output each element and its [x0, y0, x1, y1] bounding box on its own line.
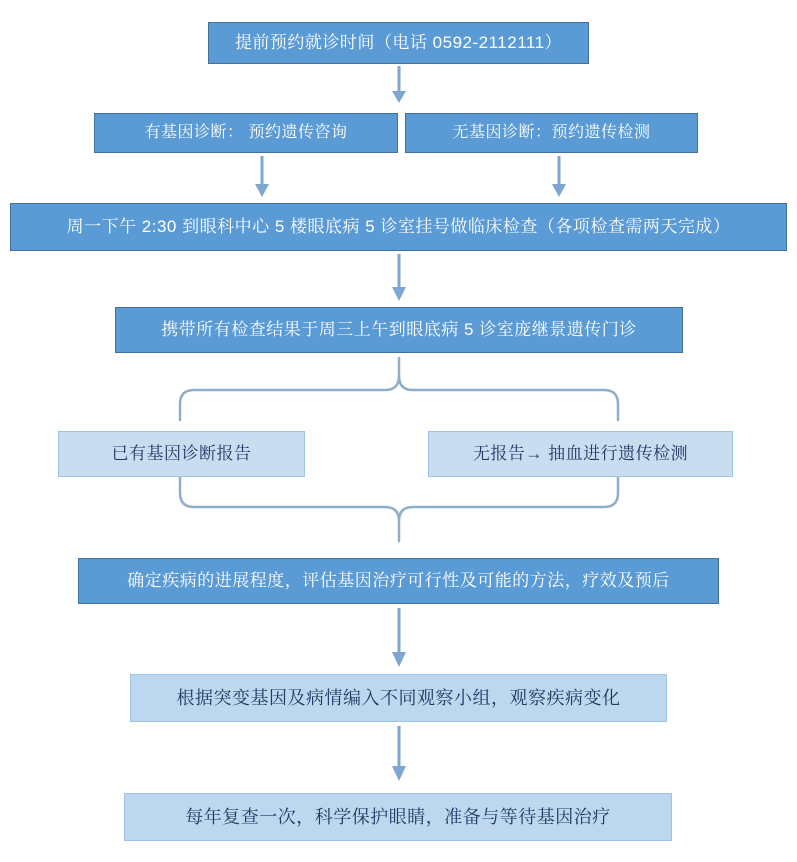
node-appointment-label: 提前预约就诊时间（电话 0592-2112111）	[234, 33, 563, 53]
arrow-assess-to-grouping	[385, 608, 413, 668]
arrow-no-gene-diagnosis-down	[545, 156, 573, 198]
node-appointment[interactable]	[208, 22, 589, 64]
node-grouping[interactable]	[130, 674, 667, 722]
node-wednesday-clinic[interactable]	[115, 307, 683, 353]
arrow-grouping-to-followup	[385, 726, 413, 782]
node-has-report-label: 已有基因诊断报告	[111, 444, 252, 464]
node-no-report[interactable]	[428, 431, 733, 477]
node-has-report[interactable]	[58, 431, 305, 477]
brace-split-to-reports	[178, 356, 620, 422]
node-no-gene-diagnosis-label: 无基因诊断：预约遗传检测	[452, 124, 651, 141]
arrow-monday-to-wednesday	[385, 254, 413, 302]
node-monday-clinic-label: 周一下午 2:30 到眼科中心 5 楼眼底病 5 诊室挂号做临床检查（各项检查需两天完成）	[66, 217, 731, 237]
node-assess-progression[interactable]	[78, 558, 719, 604]
node-no-report-label: 无报告→ 抽血进行遗传检测	[472, 444, 689, 464]
node-wednesday-clinic-label: 携带所有检查结果于周三上午到眼底病 5 诊室庞继景遗传门诊	[161, 320, 637, 340]
node-annual-followup[interactable]	[124, 793, 672, 841]
node-has-gene-diagnosis[interactable]	[94, 113, 398, 153]
arrow-appointment-down	[385, 66, 413, 104]
node-assess-progression-label: 确定疾病的进展程度，评估基因治疗可行性及可能的方法，疗效及预后	[127, 571, 670, 591]
brace-merge-from-reports	[178, 477, 620, 543]
node-grouping-label: 根据突变基因及病情编入不同观察小组，观察疾病变化	[176, 687, 621, 708]
node-annual-followup-label: 每年复查一次，科学保护眼睛，准备与等待基因治疗	[185, 806, 611, 827]
node-no-gene-diagnosis[interactable]	[405, 113, 698, 153]
node-has-gene-diagnosis-label: 有基因诊断： 预约遗传咨询	[144, 124, 348, 141]
node-monday-clinic[interactable]	[10, 203, 787, 251]
arrow-has-gene-diagnosis-down	[248, 156, 276, 198]
